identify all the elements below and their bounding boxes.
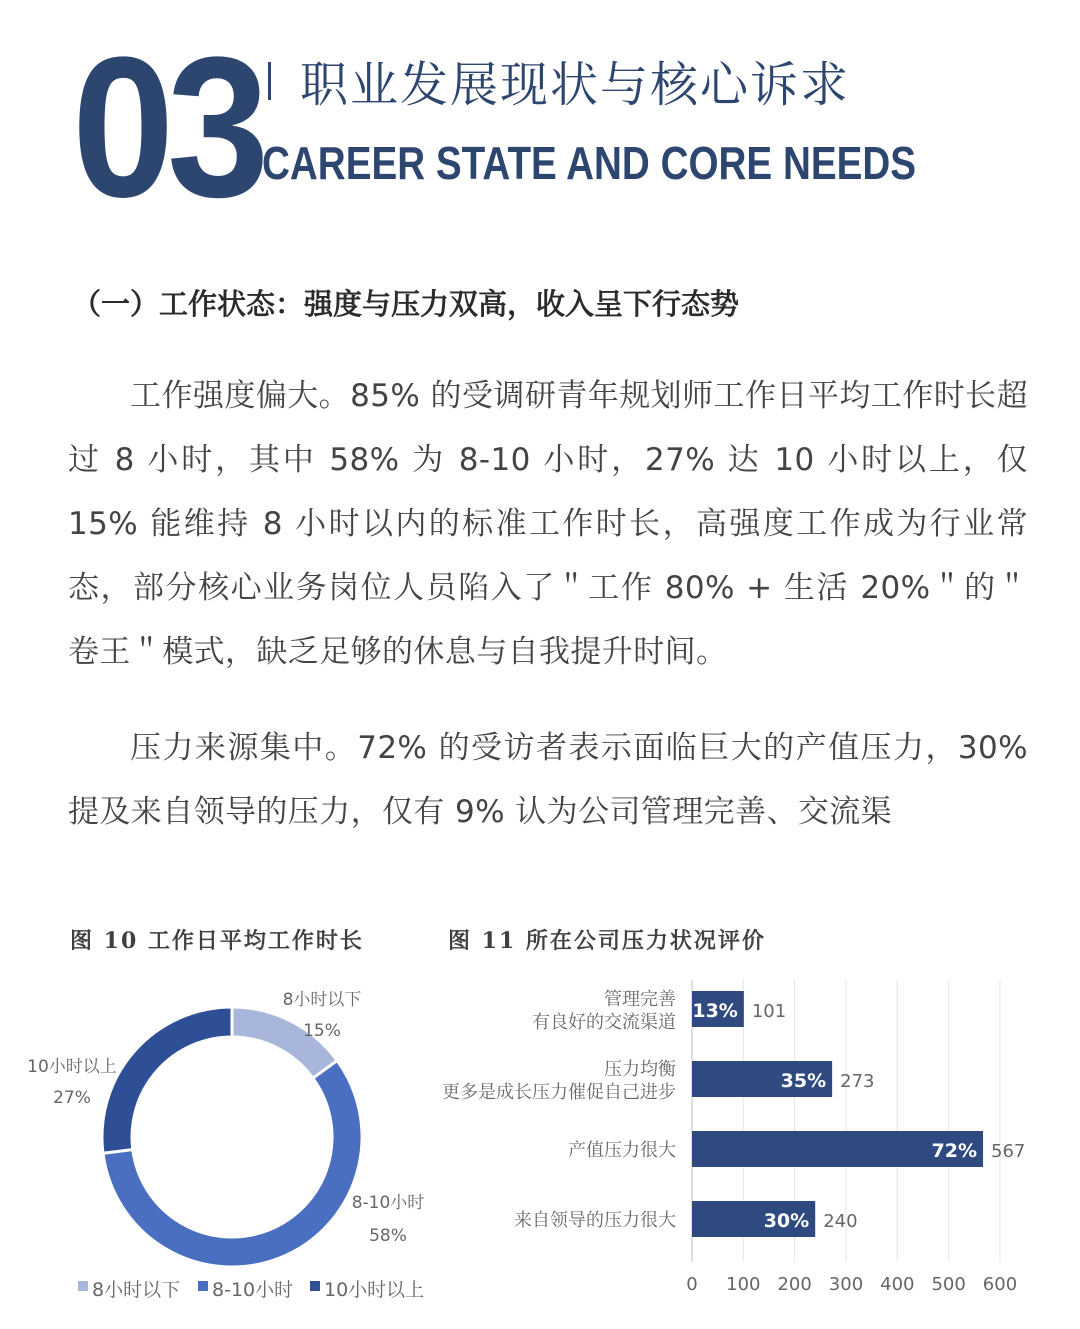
donut-category-label: 8-10小时	[351, 1193, 425, 1213]
bar-category-label: 来自领导的压力很大	[514, 1210, 676, 1231]
donut-value-label: 27%	[53, 1088, 91, 1108]
legend-label: 8小时以下	[92, 1279, 181, 1301]
bar-category-label: 压力均衡	[604, 1059, 676, 1080]
legend-swatch	[310, 1281, 320, 1291]
section-heading: （一）工作状态：强度与压力双高，收入呈下行态势	[72, 287, 740, 321]
x-tick-label: 500	[931, 1274, 966, 1295]
x-tick-label: 200	[777, 1274, 812, 1295]
bar-category-label: 有良好的交流渠道	[532, 1012, 676, 1033]
bar-percent-label: 72%	[931, 1140, 978, 1162]
section-number: 03	[72, 16, 262, 239]
bar-value-label: 273	[840, 1071, 875, 1092]
legend-label: 8-10小时	[212, 1279, 294, 1301]
figure-11-title: 图 11 所在公司压力状况评价	[448, 928, 766, 954]
legend-label: 10小时以上	[324, 1279, 425, 1301]
bar-value-label: 101	[751, 1001, 787, 1022]
donut-slice	[102, 1007, 232, 1153]
bar-percent-label: 30%	[763, 1210, 810, 1232]
donut-category-label: 10小时以上	[27, 1057, 117, 1077]
legend-swatch	[198, 1281, 208, 1291]
bar-percent-label: 13%	[692, 1000, 738, 1022]
section-title-cn: 职业发展现状与核心诉求	[300, 57, 851, 113]
legend-swatch	[78, 1281, 88, 1291]
x-tick-label: 600	[982, 1274, 1018, 1295]
bar-value-label: 567	[991, 1141, 1026, 1162]
x-tick-label: 300	[828, 1274, 864, 1295]
x-tick-label: 0	[686, 1274, 698, 1295]
donut-value-label: 15%	[303, 1021, 341, 1041]
bar-category-label: 产值压力很大	[568, 1140, 676, 1161]
bar-value-label: 240	[823, 1211, 858, 1232]
bar-percent-label: 35%	[780, 1070, 827, 1092]
donut-category-label: 8小时以下	[282, 990, 362, 1010]
paragraph-work-intensity: 工作强度偏大。85% 的受调研青年规划师工作日平均工作时长超过 8 小时，其中 58% 为 8-10 小时，27% 达 10 小时以上，仅 15% 能维持 8 小时以内的标准工作时长，高强度工作成为行业常态，部分核心业务岗位人员陷入了＂工作 80% + 生活 20%＂的＂卷王＂模式，缺乏足够的休息与自我提升时间。	[68, 378, 1028, 670]
x-tick-label: 400	[880, 1274, 915, 1295]
donut-value-label: 58%	[369, 1226, 407, 1246]
donut-slice	[232, 1007, 337, 1078]
paragraph-pressure-source: 压力来源集中。72% 的受访者表示面临巨大的产值压力，30% 提及来自领导的压力，仅有 9% 认为公司管理完善、交流渠	[68, 730, 1028, 830]
section-title-en: CAREER STATE AND CORE NEEDS	[262, 137, 917, 189]
bar-category-label: 管理完善	[604, 989, 676, 1010]
bar-category-label: 更多是成长压力催促自己进步	[442, 1082, 676, 1103]
x-tick-label: 100	[726, 1274, 761, 1295]
figure-10-title: 图 10 工作日平均工作时长	[70, 928, 364, 954]
